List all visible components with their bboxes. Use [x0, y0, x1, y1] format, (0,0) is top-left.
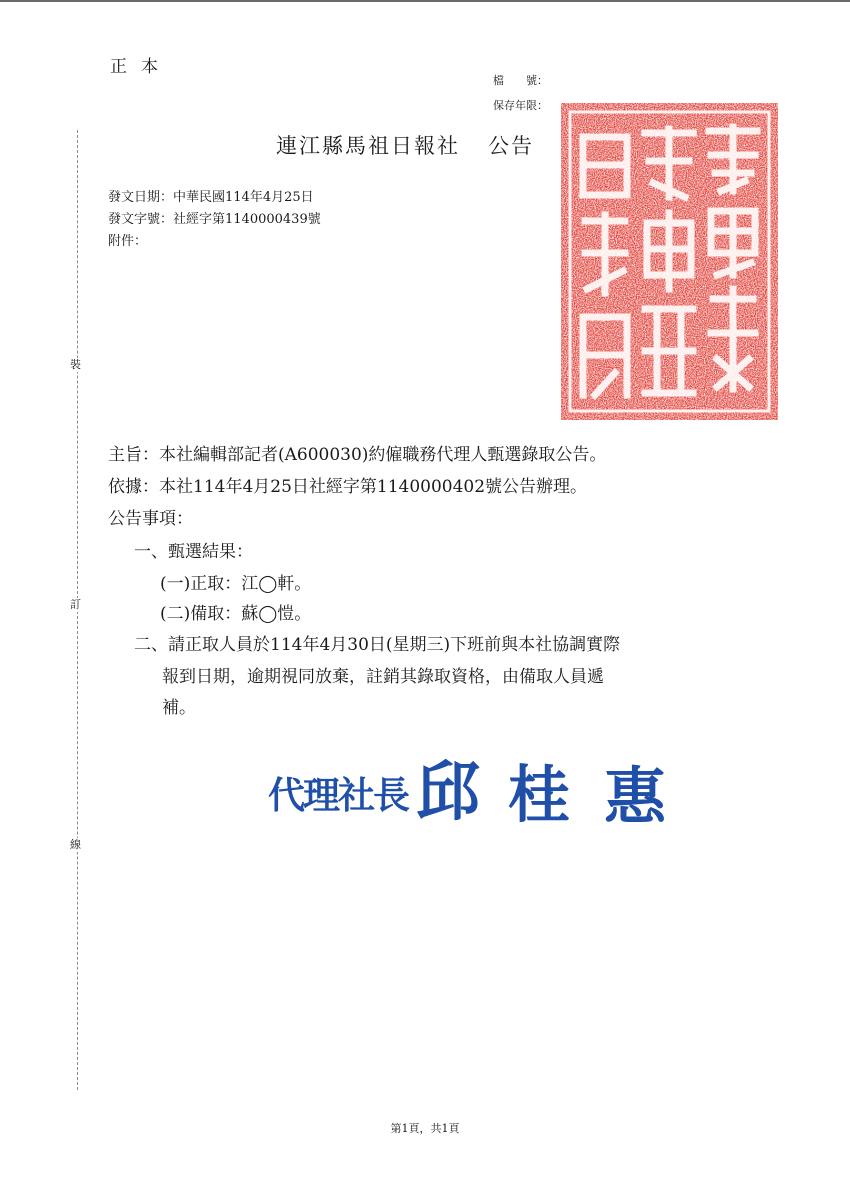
page-number-footer: 第1頁，共1頁	[390, 1122, 460, 1135]
subject-line: 主旨：本社編輯部記者(A600030)約僱職務代理人甄選錄取公告。	[108, 445, 607, 465]
copy-label: 正本	[110, 57, 172, 77]
document-number: 發文字號：社經字第1140000439號	[108, 212, 321, 227]
item-2-line-1: 二、請正取人員於114年4月30日(星期三)下班前與本社協調實際	[134, 635, 621, 655]
document-title	[276, 130, 534, 160]
svg-text:代理社長: 代理社長	[268, 776, 408, 817]
document-type: 公告	[488, 134, 534, 158]
binding-mark-zhuang: 裝	[70, 358, 81, 371]
item-2-line-2: 報到日期，逾期視同放棄，註銷其錄取資格，由備取人員遞	[162, 667, 604, 687]
retention-label: 保存年限：	[493, 99, 548, 112]
svg-text:桂: 桂	[508, 762, 571, 830]
item-1-heading: 一、甄選結果：	[134, 542, 253, 562]
official-red-seal	[561, 103, 778, 420]
issue-date: 發文日期：中華民國114年4月25日	[108, 190, 314, 205]
issuing-organization: 連江縣馬祖日報社	[276, 134, 460, 158]
items-heading: 公告事項：	[108, 509, 193, 529]
svg-text:邱: 邱	[416, 757, 480, 828]
item-1-primary-result: (一)正取：江◯軒。	[160, 574, 312, 594]
item-1-alternate-result: (二)備取：蘇◯愷。	[160, 604, 312, 624]
top-border-rule	[0, 0, 850, 2]
binding-mark-xian: 線	[70, 838, 81, 851]
acting-president-signature-stamp	[268, 752, 678, 832]
binding-mark-ding: 訂	[70, 598, 81, 611]
file-number-label: 檔 號：	[493, 74, 548, 87]
item-2-line-3: 補。	[162, 698, 196, 718]
attachment-label: 附件：	[108, 234, 148, 249]
basis-line: 依據：本社114年4月25日社經字第1140000402號公告辦理。	[108, 477, 588, 497]
svg-text:惠: 惠	[604, 764, 667, 832]
